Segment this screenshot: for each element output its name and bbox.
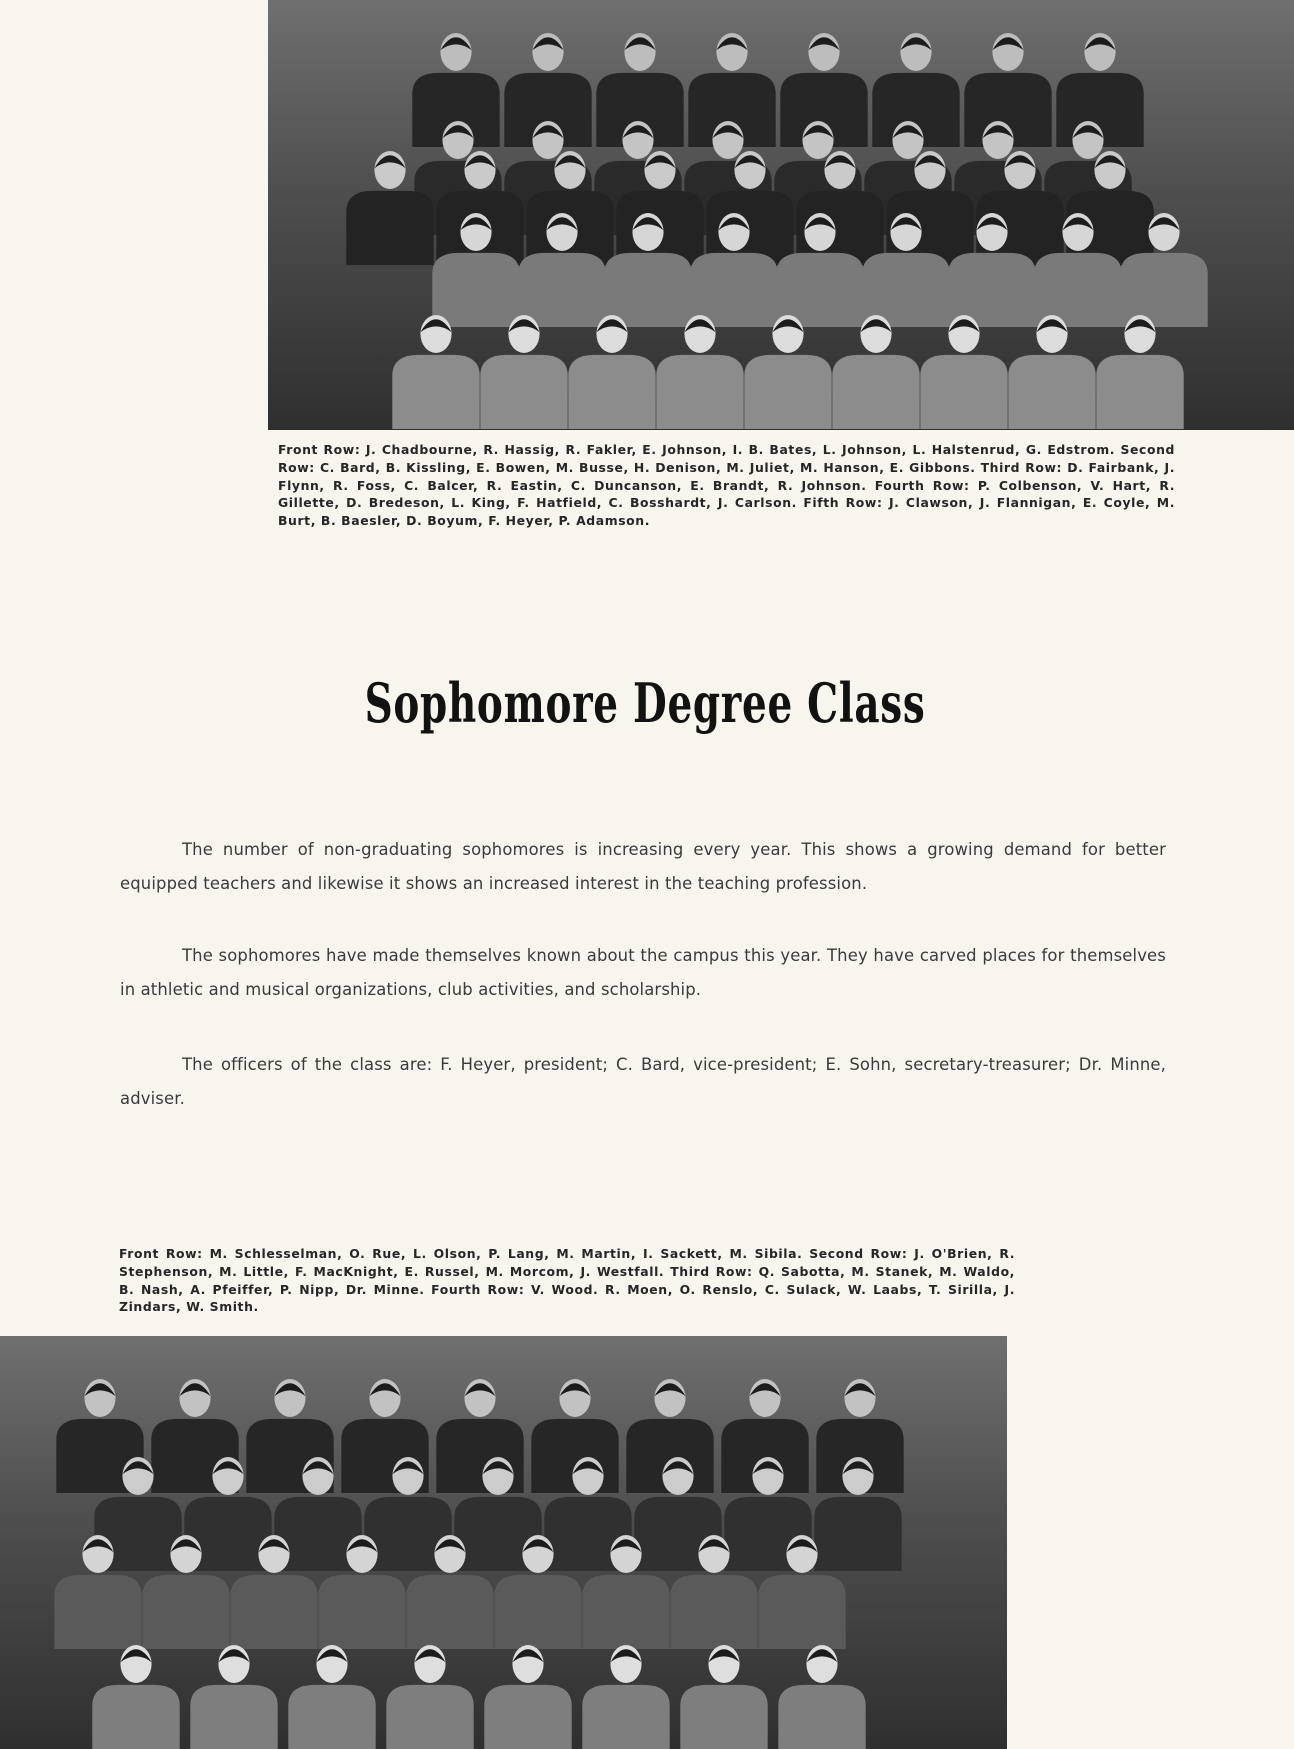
person-figure [484,1645,571,1749]
person-figure [1008,315,1095,429]
person-figure [392,315,479,429]
paragraph-2: The sophomores have made themselves known about the campus this year. They have carved places for themselves in athletic and musical organizations, club activities, and scholarship. [120,946,1166,999]
paragraph-3: The officers of the class are: F. Heyer, president; C. Bard, vice-president; E. Sohn, secretary-treasurer; Dr. Minne, adviser. [120,1055,1166,1108]
person-figure [568,315,655,429]
photo-caption-bottom: Front Row: M. Schlesselman, O. Rue, L. Olson, P. Lang, M. Martin, I. Sackett, M. Sibila. Second Row: J. O'Brien, R. Stephenson, M. Little, F. MacKnight, E. Russel, M. Morcom, J. Westfall. Third Row: Q. Sabotta, M. Stanek, M. Waldo, B. Nash, A. Pfeiffer, P. Nipp, Dr. Minne. Fourth Row: V. Wood. R. Moen, O. Renslo, C. Sulack, W. Laabs, T. Sirilla, J. Zindars, W. Smith. [119,1246,1015,1315]
person-figure [92,1645,179,1749]
page-title: Sophomore Degree Class [364,671,926,735]
person-figure [778,1645,865,1749]
person-figure [656,315,743,429]
person-figure [832,315,919,429]
person-figure [680,1645,767,1749]
person-figure [190,1645,277,1749]
person-figure [1096,315,1183,429]
paragraph-1: The number of non-graduating sophomores is increasing every year. This shows a growing demand for better equipped teachers and likewise it shows an increased interest in the teaching profession. [120,840,1166,893]
person-figure [582,1645,669,1749]
photo-caption-top: Front Row: J. Chadbourne, R. Hassig, R. Fakler, E. Johnson, I. B. Bates, L. Johnson, L. Halstenrud, G. Edstrom. Second Row: C. Bard, B. Kissling, E. Bowen, M. Busse, H. Denison, M. Juliet, M. Hanson, E. Gibbons. Third Row: D. Fairbank, J. Flynn, R. Foss, C. Balcer, R. Eastin, C. Duncanson, E. Brandt, R. Johnson. Fourth Row: P. Colbenson, V. Hart, R. Gillette, D. Bredeson, L. King, F. Hatfield, C. Bosshardt, J. Carlson. Fifth Row: J. Clawson, J. Flannigan, E. Coyle, M. Burt, B. Baesler, D. Boyum, F. Heyer, P. Adamson. [278,442,1175,529]
person-figure [744,315,831,429]
person-figure [386,1645,473,1749]
group-photo-top [268,0,1294,430]
group-photo-bottom-image [0,1336,1007,1749]
group-photo-top-image [268,0,1294,430]
person-figure [920,315,1007,429]
group-photo-bottom [0,1336,1007,1749]
person-figure [288,1645,375,1749]
person-figure [480,315,567,429]
